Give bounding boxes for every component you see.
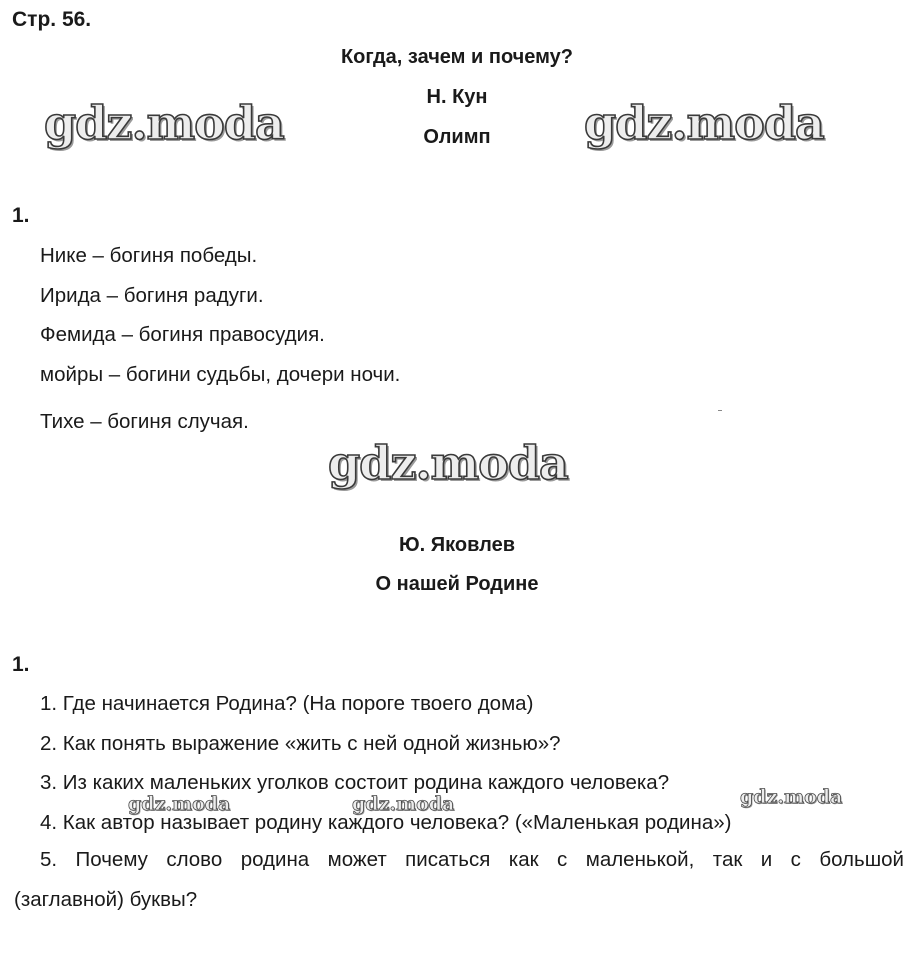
answer-line: Тихе – богиня случая.	[40, 410, 249, 433]
section1-title: Когда, зачем и почему?	[340, 46, 574, 68]
question-line: 4. Как автор называет родину каждого человека? («Маленькая родина»)	[40, 811, 732, 834]
question-line: 2. Как понять выражение «жить с ней одной жизнью»?	[40, 732, 561, 755]
watermark-logo: gdz.moda	[740, 786, 843, 808]
answer-line: Ирида – богиня радуги.	[40, 284, 264, 307]
answer-line: Нике – богиня победы.	[40, 244, 258, 267]
section2-title: О нашей Родине	[375, 573, 539, 595]
watermark-logo: gdz.moda	[128, 793, 231, 815]
stray-mark	[718, 410, 722, 411]
section2-number: 1.	[12, 653, 30, 676]
watermark-logo: gdz.moda	[44, 96, 284, 150]
answer-line: Фемида – богиня правосудия.	[40, 323, 325, 346]
question-line: 5. Почему слово родина может писаться как с маленькой, так и с большой	[40, 848, 904, 871]
section1-number: 1.	[12, 204, 30, 227]
question-line: 3. Из каких маленьких уголков состоит родина каждого человека?	[40, 771, 670, 794]
question-line: (заглавной) буквы?	[14, 888, 198, 911]
section1-subtitle: Олимп	[423, 126, 491, 148]
section1-author: Н. Кун	[426, 86, 488, 108]
section2-author: Ю. Яковлев	[399, 534, 515, 556]
answer-line: мойры – богини судьбы, дочери ночи.	[40, 363, 401, 386]
question-line: 1. Где начинается Родина? (На пороге твоего дома)	[40, 692, 534, 715]
watermark-logo: gdz.moda	[328, 436, 568, 490]
page-label: Стр. 56.	[12, 8, 92, 31]
watermark-logo: gdz.moda	[584, 96, 824, 150]
watermark-logo: gdz.moda	[352, 793, 455, 815]
